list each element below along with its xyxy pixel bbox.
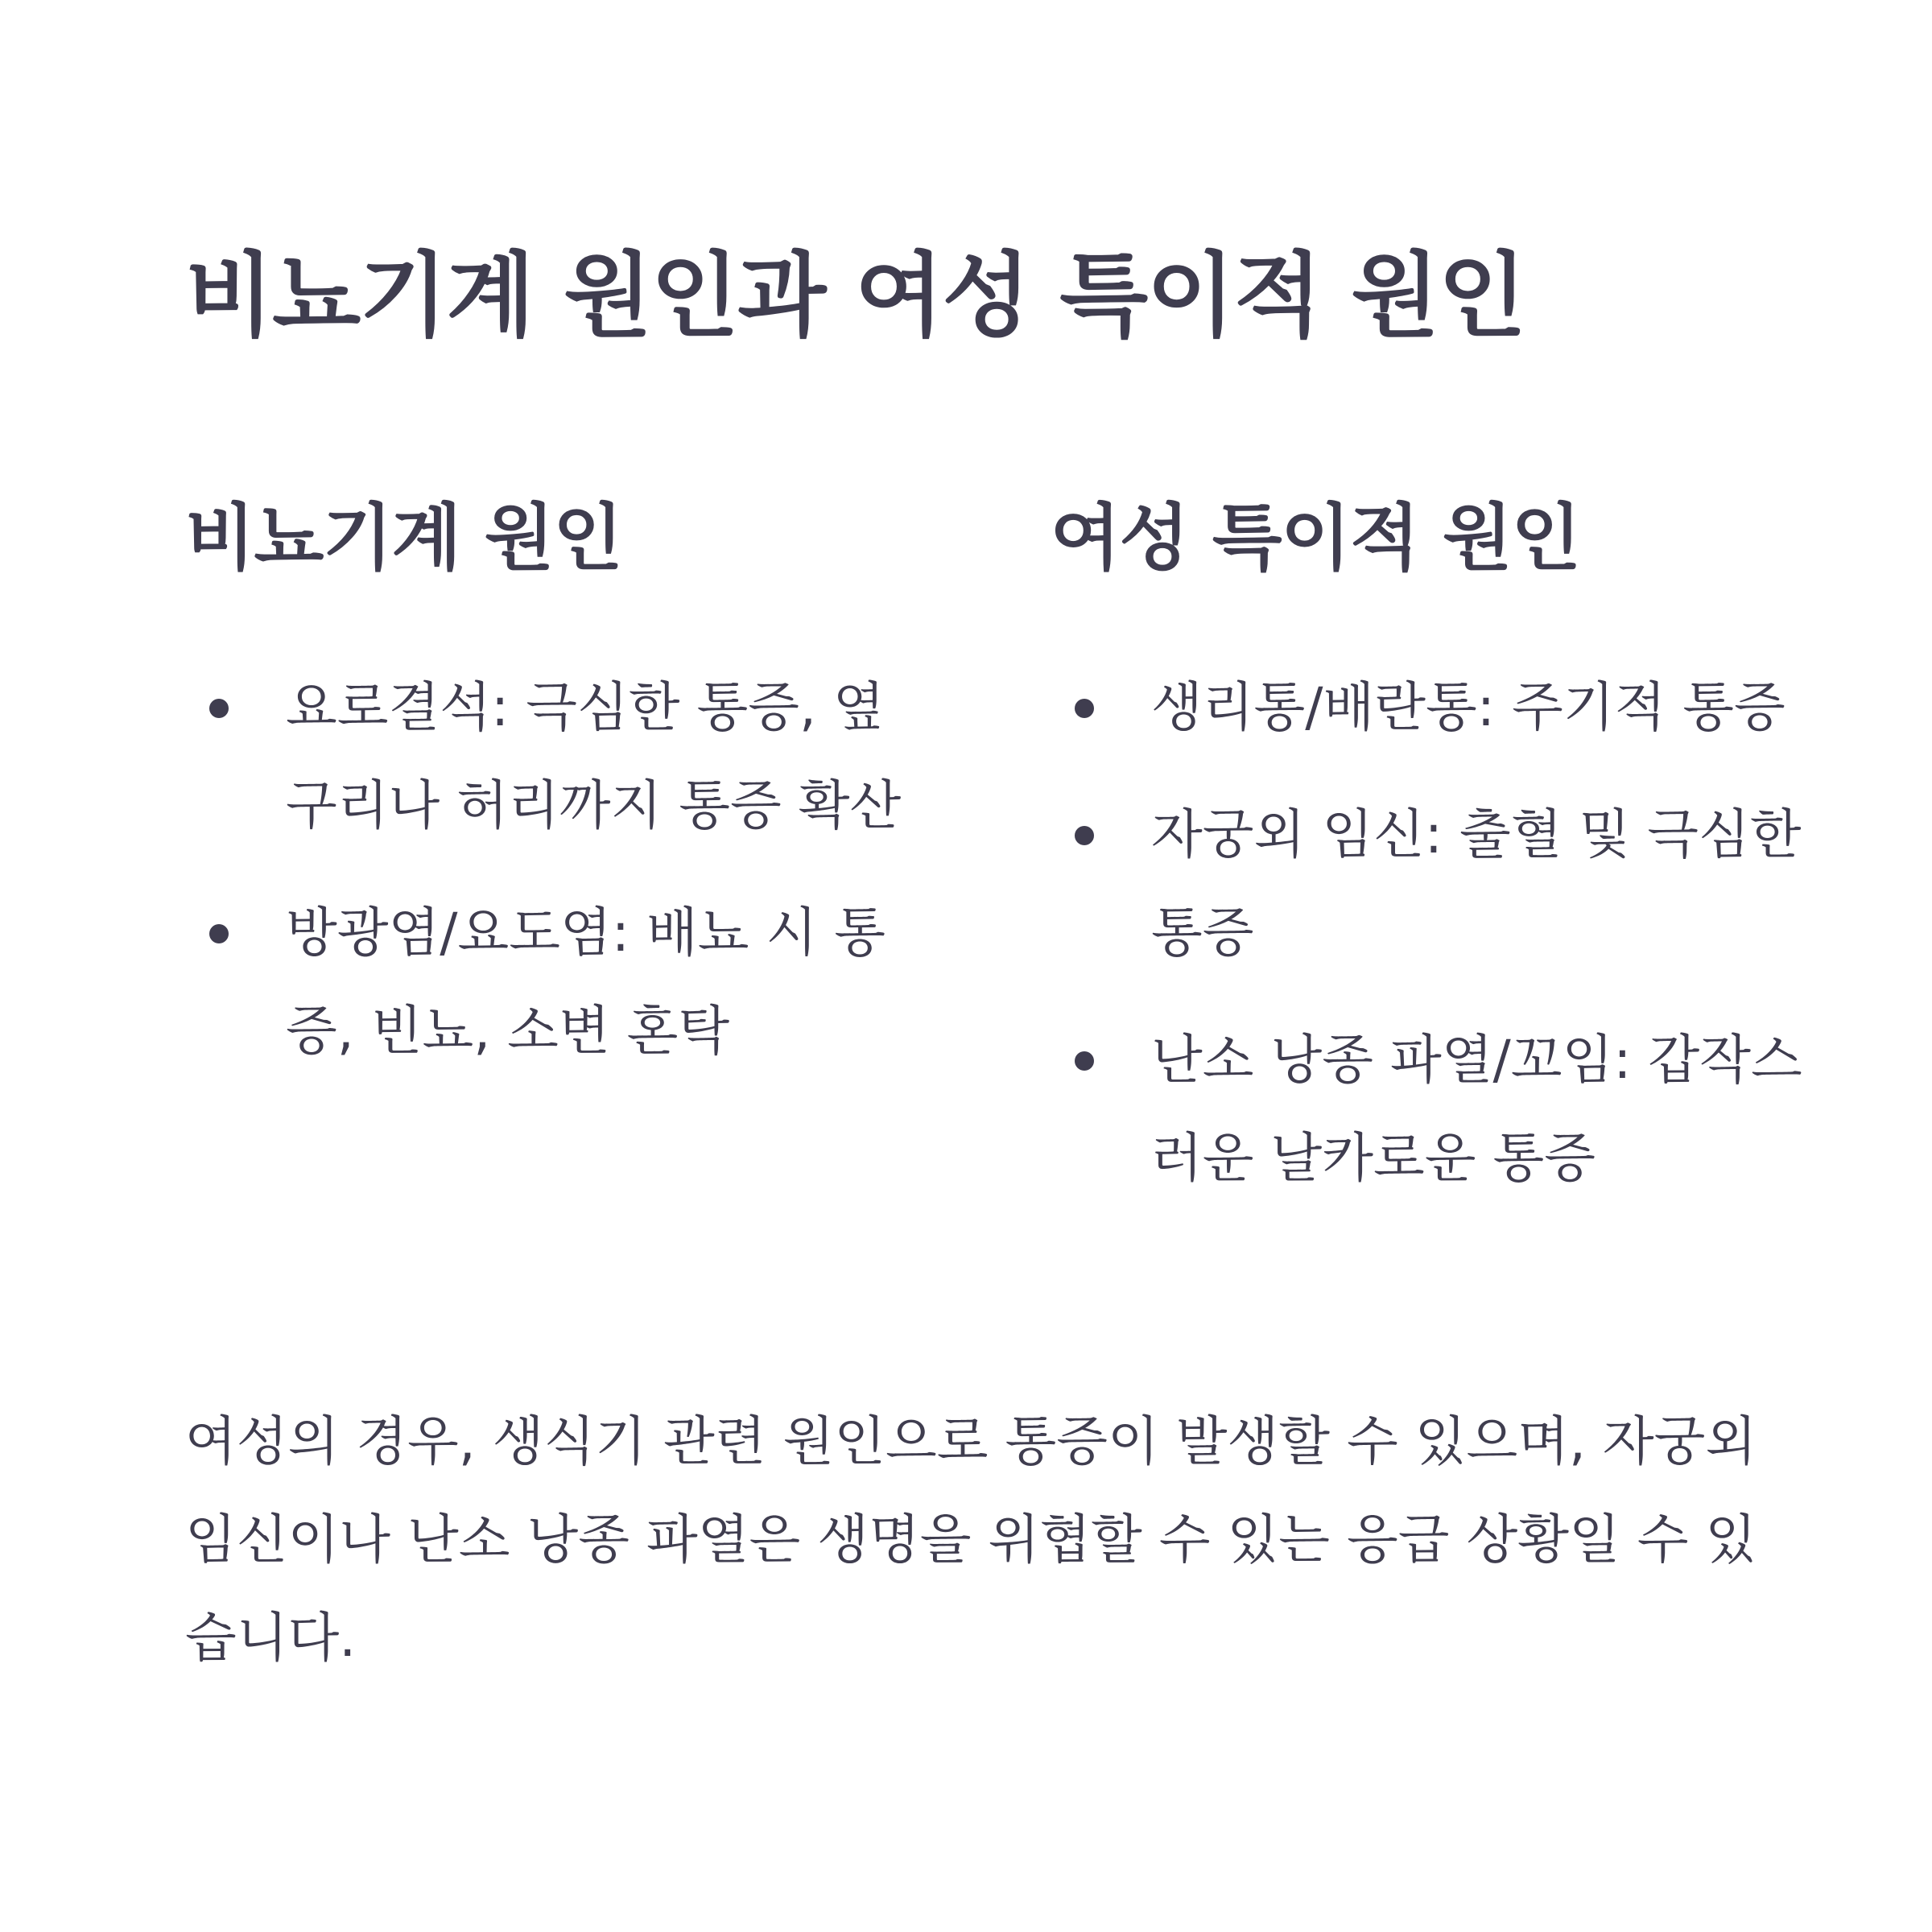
bullet-dot-icon [209,699,229,718]
list-item [1051,1011,1815,1208]
list-item [1051,658,1815,757]
urinary-causes-heading: 비뇨기계 원인 [185,496,622,580]
bullet-dot-icon [1075,826,1094,845]
list-item-text: 생리통/배란통: 주기적 통증 [1151,676,1785,738]
female-causes-heading: 여성 특이적 원인 [1051,496,1580,580]
bullet-dot-icon [209,924,229,943]
bullet-dot-icon [1075,1051,1094,1071]
list-item [185,884,926,1080]
bullet-dot-icon [1075,699,1094,718]
urinary-causes-column [185,495,926,1109]
female-causes-list [1051,658,1815,1208]
list-item-text: 난소 낭종 파열/꼬임: 갑작스러운 날카로운 통증 [1151,1029,1802,1189]
female-causes-column [1051,495,1815,1236]
page-title: 비뇨기계 원인과 여성 특이적 원인 [185,242,1525,349]
list-item-text: 자궁외 임신: 출혈 및 극심한 통증 [1151,803,1802,964]
urinary-causes-list [185,658,926,1080]
list-item-text: 방광염/요도염: 배뇨 시 통증, 빈뇨, 소변 혼탁 [286,902,886,1062]
summary-paragraph: 여성의 경우, 생식기 관련 원인으로 통증이 발생할 수 있으며, 자궁외 임신이나 난소 낭종 파열은 생명을 위협할 수 있는 응급 상황일 수 있습니다. [185,1410,1757,1669]
list-item [1051,786,1815,982]
list-item-text: 요로결석: 극심한 통증, 옆구리나 허리까지 통증 확산 [286,676,902,836]
list-item [185,658,926,855]
